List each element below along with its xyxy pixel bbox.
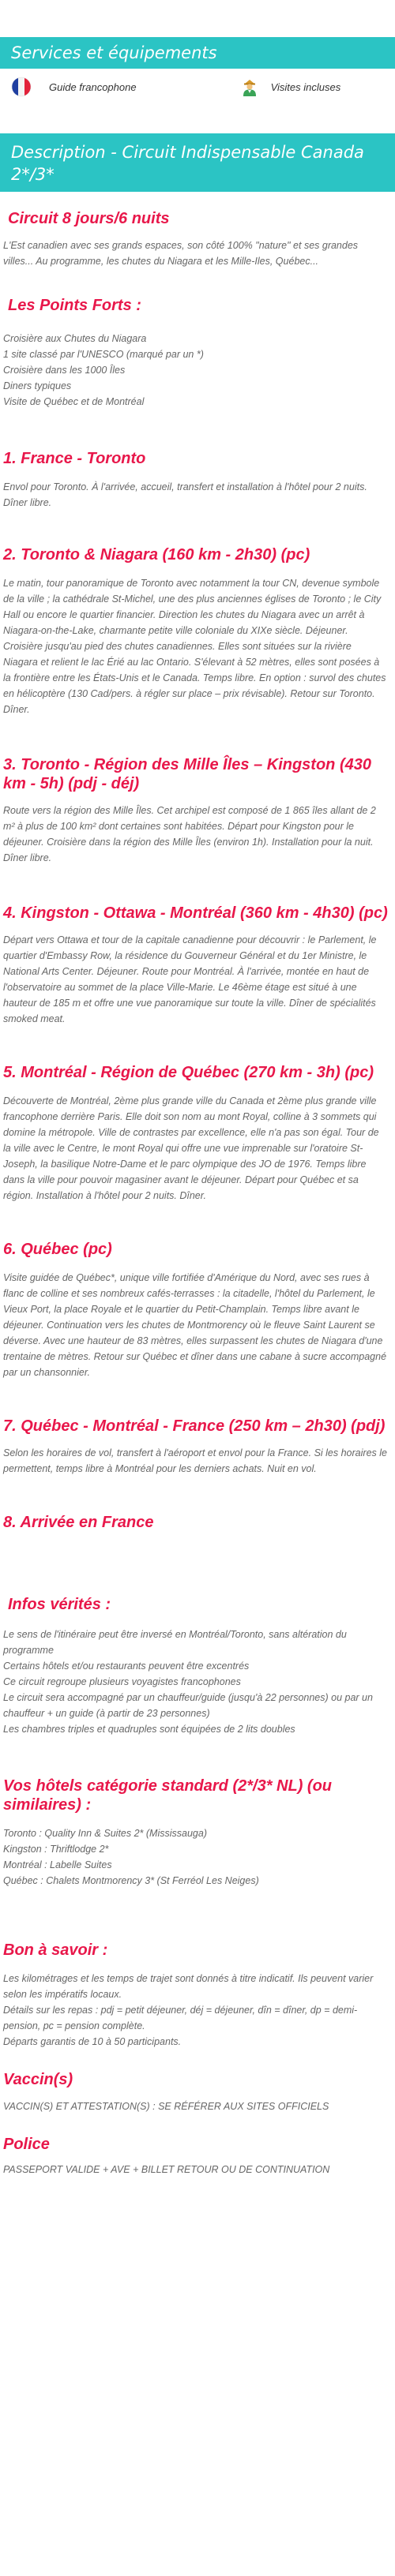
day-title: 1. France - Toronto xyxy=(3,450,146,467)
infos-section xyxy=(0,1595,395,1614)
equipment-visits xyxy=(239,77,341,97)
day-8-section xyxy=(0,1513,395,1532)
day-text: Découverte de Montréal, 2ème plus grande ville du Canada et 2ème plus grande ville francophone derrière Paris. Elle doit son nom au mont Royal, colline à 3 sommets qui domine la métropole. Ville de contrastes par excellence, elle n'a pas son égal. Tour de la ville avec le Centre, le mont Royal qui offre une vue imprenable sur l'oratoire St-Joseph, la basilique Notre-Dame et le parc olympique des JO de 1976. Temps libre dans la ville pour pouvoir magasiner avant le déjeuner. Départ pour Québec et sa région. Installation à l'hôtel pour 2 nuits. Dîner. xyxy=(3,1095,379,1201)
circuit-text-block xyxy=(0,238,395,269)
day-text: Visite guidée de Québec*, unique ville fortifiée d'Amérique du Nord, avec ses rues à flanc de colline et ses nombreux cafés-terrasses : la citadelle, l'hôtel du Parlement, le Vieux Port, la place Royale et le quartier du Petit-Champlain. Temps libre avant le déjeuner. Continuation vers les chutes de Montmorency où le fleuve Saint Laurent se déverse. Avec une hauteur de 83 mètres, elles surpassent les chutes de Niagara d'une trentaine de mètres. Retour sur Québec et dîner dans une cabane à sucre accompagné par un chansonnier. xyxy=(3,1272,387,1378)
france-flag-icon xyxy=(11,77,32,97)
list-item: Québec : Chalets Montmorency 3* (St Ferréol Les Neiges) xyxy=(3,1875,259,1886)
bon-savoir-title: Bon à savoir : xyxy=(3,1941,108,1959)
day-title: 8. Arrivée en France xyxy=(3,1514,154,1531)
police-section xyxy=(0,2135,395,2177)
services-title: Services et équipements xyxy=(11,43,217,62)
equipment-guide-label: Guide francophone xyxy=(49,80,137,93)
infos-list xyxy=(0,1627,395,1737)
day-2-section xyxy=(0,545,395,717)
vaccin-text: VACCIN(S) ET ATTESTATION(S) : SE RÉFÉRER AUX SITES OFFICIELS xyxy=(3,2101,329,2112)
day-text: Route vers la région des Mille Îles. Cet archipel est composé de 1 865 îles allant de 2 m² à plus de 100 km² dont certaines sont habitées. Départ pour Kingston pour le déjeuner. Croisière dans la région des Mille Îles (environ 1h). Installation pour la nuit. Dîner libre. xyxy=(3,805,376,863)
list-item: Les chambres triples et quadruples sont équipées de 2 lits doubles xyxy=(3,1724,295,1735)
day-5-section xyxy=(0,1063,395,1204)
circuit-title: Circuit 8 jours/6 nuits xyxy=(8,210,170,227)
day-text: Envol pour Toronto. À l'arrivée, accueil, transfert et installation à l'hôtel pour 2 nuits. Dîner libre. xyxy=(3,481,367,508)
tour-guide-icon xyxy=(239,77,260,97)
circuit-text: L'Est canadien avec ses grands espaces, son côté 100% "nature" et ses grandes villes... Au programme, les chutes du Niagara et les Mille-Iles, Québec... xyxy=(3,240,359,267)
list-item: Le sens de l'itinéraire peut être inversé en Montréal/Toronto, sans altération du programme xyxy=(3,1629,347,1656)
equipment-visits-label: Visites incluses xyxy=(270,80,341,93)
day-1-section xyxy=(0,449,395,511)
list-item: Diners typiques xyxy=(3,380,72,391)
list-item: Ce circuit regroupe plusieurs voyagistes francophones xyxy=(3,1676,241,1687)
list-item: Croisière dans les 1000 Îles xyxy=(3,365,126,376)
day-text: Selon les horaires de vol, transfert à l'aéroport et envol pour la France. Si les horaires le permettent, temps libre à Montréal pour les derniers achats. Nuit en vol. xyxy=(3,1447,387,1474)
day-title: 7. Québec - Montréal - France (250 km – 2h30) (pdj) xyxy=(3,1417,386,1435)
vaccin-section xyxy=(0,2070,395,2114)
day-7-section xyxy=(0,1417,395,1477)
circuit-section xyxy=(0,209,395,228)
hotels-list xyxy=(0,1825,395,1889)
list-item: Toronto : Quality Inn & Suites 2* (Mississauga) xyxy=(3,1828,207,1839)
day-4-section xyxy=(0,904,395,1027)
day-title: 4. Kingston - Ottawa - Montréal (360 km - 4h30) (pc) xyxy=(3,904,388,922)
bon-savoir-section xyxy=(0,1941,395,1960)
hotels-section xyxy=(0,1777,395,1814)
description-banner xyxy=(0,133,395,192)
description-title: Description - Circuit Indispensable Canada 2*/3* xyxy=(11,143,364,184)
day-title: 5. Montréal - Région de Québec (270 km - 3h) (pc) xyxy=(3,1064,374,1081)
list-item: Kingston : Thriftlodge 2* xyxy=(3,1844,109,1855)
day-6-section xyxy=(0,1240,395,1380)
day-title: 6. Québec (pc) xyxy=(3,1241,112,1258)
list-item: Les kilométrages et les temps de trajet sont donnés à titre indicatif. Ils peuvent varier selon les impératifs locaux. xyxy=(3,1973,374,2000)
list-item: Croisière aux Chutes du Niagara xyxy=(3,333,147,344)
equipment-guide xyxy=(11,77,137,97)
page xyxy=(0,37,395,2177)
police-text: PASSEPORT VALIDE + AVE + BILLET RETOUR OU DE CONTINUATION xyxy=(3,2164,330,2175)
police-title: Police xyxy=(3,2136,50,2153)
list-item: Détails sur les repas : pdj = petit déjeuner, déj = déjeuner, dîn = dîner, dp = demi-pension, pc = pension complète. xyxy=(3,2005,358,2031)
points-forts-title: Les Points Forts : xyxy=(8,297,141,314)
points-forts-section xyxy=(0,296,395,315)
infos-title: Infos vérités : xyxy=(8,1596,111,1613)
day-text: Le matin, tour panoramique de Toronto avec notamment la tour CN, devenue symbole de la ville ; la cathédrale St-Michel, une des plus anciennes églises de Toronto ; le City Hall ou encore le quartier financier. Direction les chutes du Niagara avec un arrêt à Niagara-on-the-Lake, charmante petite ville coloniale du XIXe siècle. Déjeuner. Croisière jusqu'au pied des chutes canadiennes. Elles sont situées sur la rivière Niagara et relient le lac Érié au lac Ontario. S'élevant à 52 mètres, elles sont posées à la frontière entre les États-Unis et le Canada. Temps libre. En option : survol des chutes en hélicoptère (130 Cad/pers. à régler sur place – prix révisable). Retour sur Toronto. Dîner. xyxy=(3,578,386,715)
points-forts-list xyxy=(0,331,395,410)
bon-savoir-list xyxy=(0,1971,395,2050)
services-banner xyxy=(0,37,395,69)
day-title: 3. Toronto - Région des Mille Îles – Kingston (430 km - 5h) (pdj - déj) xyxy=(3,756,371,792)
list-item: 1 site classé par l'UNESCO (marqué par un *) xyxy=(3,349,204,360)
equipment-row xyxy=(0,69,395,105)
list-item: Le circuit sera accompagné par un chauffeur/guide (jusqu'à 22 personnes) ou par un chauffeur + un guide (à partir de 23 personnes) xyxy=(3,1692,373,1719)
list-item: Visite de Québec et de Montréal xyxy=(3,396,145,407)
hotels-title: Vos hôtels catégorie standard (2*/3* NL) (ou similaires) : xyxy=(3,1777,333,1814)
list-item: Montréal : Labelle Suites xyxy=(3,1859,112,1870)
day-3-section xyxy=(0,755,395,866)
vaccin-title: Vaccin(s) xyxy=(3,2071,73,2088)
day-title: 2. Toronto & Niagara (160 km - 2h30) (pc) xyxy=(3,546,310,564)
list-item: Certains hôtels et/ou restaurants peuvent être excentrés xyxy=(3,1661,250,1672)
day-text: Départ vers Ottawa et tour de la capitale canadienne pour découvrir : le Parlement, le quartier d'Embassy Row, la résidence du Gouverneur Général et du 1er Ministre, le National Arts Center. Déjeuner. Route pour Montréal. À l'arrivée, montée en haut de l'observatoire au sommet de la place Ville-Marie. Le 46ème étage est situé à une hauteur de 185 m et offre une vue panoramique sur toute la ville. Dîner de spécialités smoked meat. xyxy=(3,934,377,1024)
list-item: Départs garantis de 10 à 50 participants. xyxy=(3,2036,182,2047)
